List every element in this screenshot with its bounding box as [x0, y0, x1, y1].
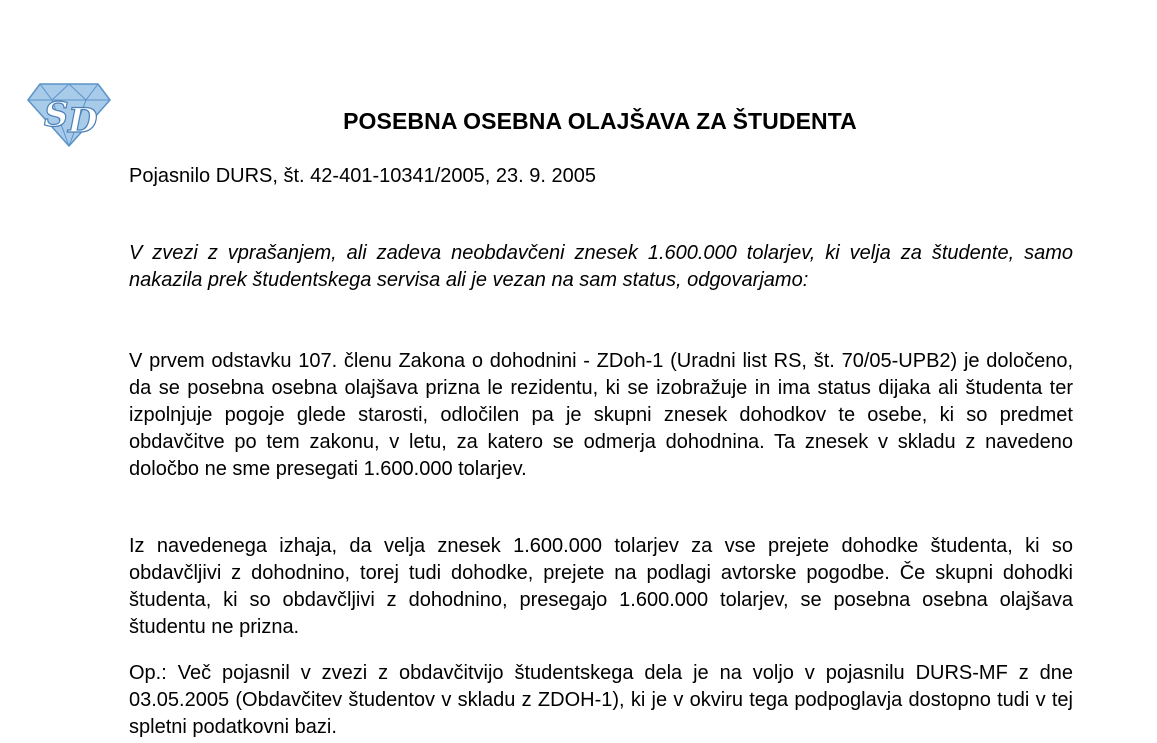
svg-text:S: S — [44, 95, 69, 135]
note-paragraph: Op.: Več pojasnil v zvezi z obdavčitvijo študentskega dela je na voljo v pojasnilu DURS-MF z dne 03.05.2005 (Obdavčitev študentov v skladu z ZDOH-1), ki je v okviru tega podpoglavja dostopno tudi v tej spletni podatkovni bazi. — [129, 662, 1073, 738]
answer-paragraph-1: V prvem odstavku 107. členu Zakona o dohodnini - ZDoh-1 (Uradni list RS, št. 70/05-UPB2) je določeno, da se posebna osebna olajšava prizna le rezidentu, ki se izobražuje in ima status dijaka ali študenta ter izpolnjuje pogoje glede starosti, odločilen pa je skupni znesek dohodkov te osebe, ki so predmet obdavčitve po tem zakonu, v letu, za katero se odmerja dohodnina. Ta znesek v skladu z navedeno določbo ne sme presegati 1.600.000 tolarjev. — [129, 350, 1073, 480]
answer-paragraph-2: Iz navedenega izhaja, da velja znesek 1.600.000 tolarjev za vse prejete dohodke študenta, ki so obdavčljivi z dohodnino, torej tudi dohodke, prejete na podlagi avtorske pogodbe. Če skupni dohodki študenta, ki so obdavčljivi z dohodnino, presegajo 1.600.000 tolarjev, se posebna osebna olajšava študentu ne prizna. — [129, 535, 1073, 638]
svg-text:D: D — [68, 101, 98, 141]
document-subtitle: Pojasnilo DURS, št. 42-401-10341/2005, 23. 9. 2005 — [129, 165, 596, 187]
question-paragraph: V zvezi z vprašanjem, ali zadeva neobdavčeni znesek 1.600.000 tolarjev, ki velja za študente, samo nakazila prek študentskega servisa ali je vezan na sam status, odgovarjamo: — [129, 242, 1073, 291]
document-title: POSEBNA OSEBNA OLAJŠAVA ZA ŠTUDENTA — [343, 108, 857, 134]
